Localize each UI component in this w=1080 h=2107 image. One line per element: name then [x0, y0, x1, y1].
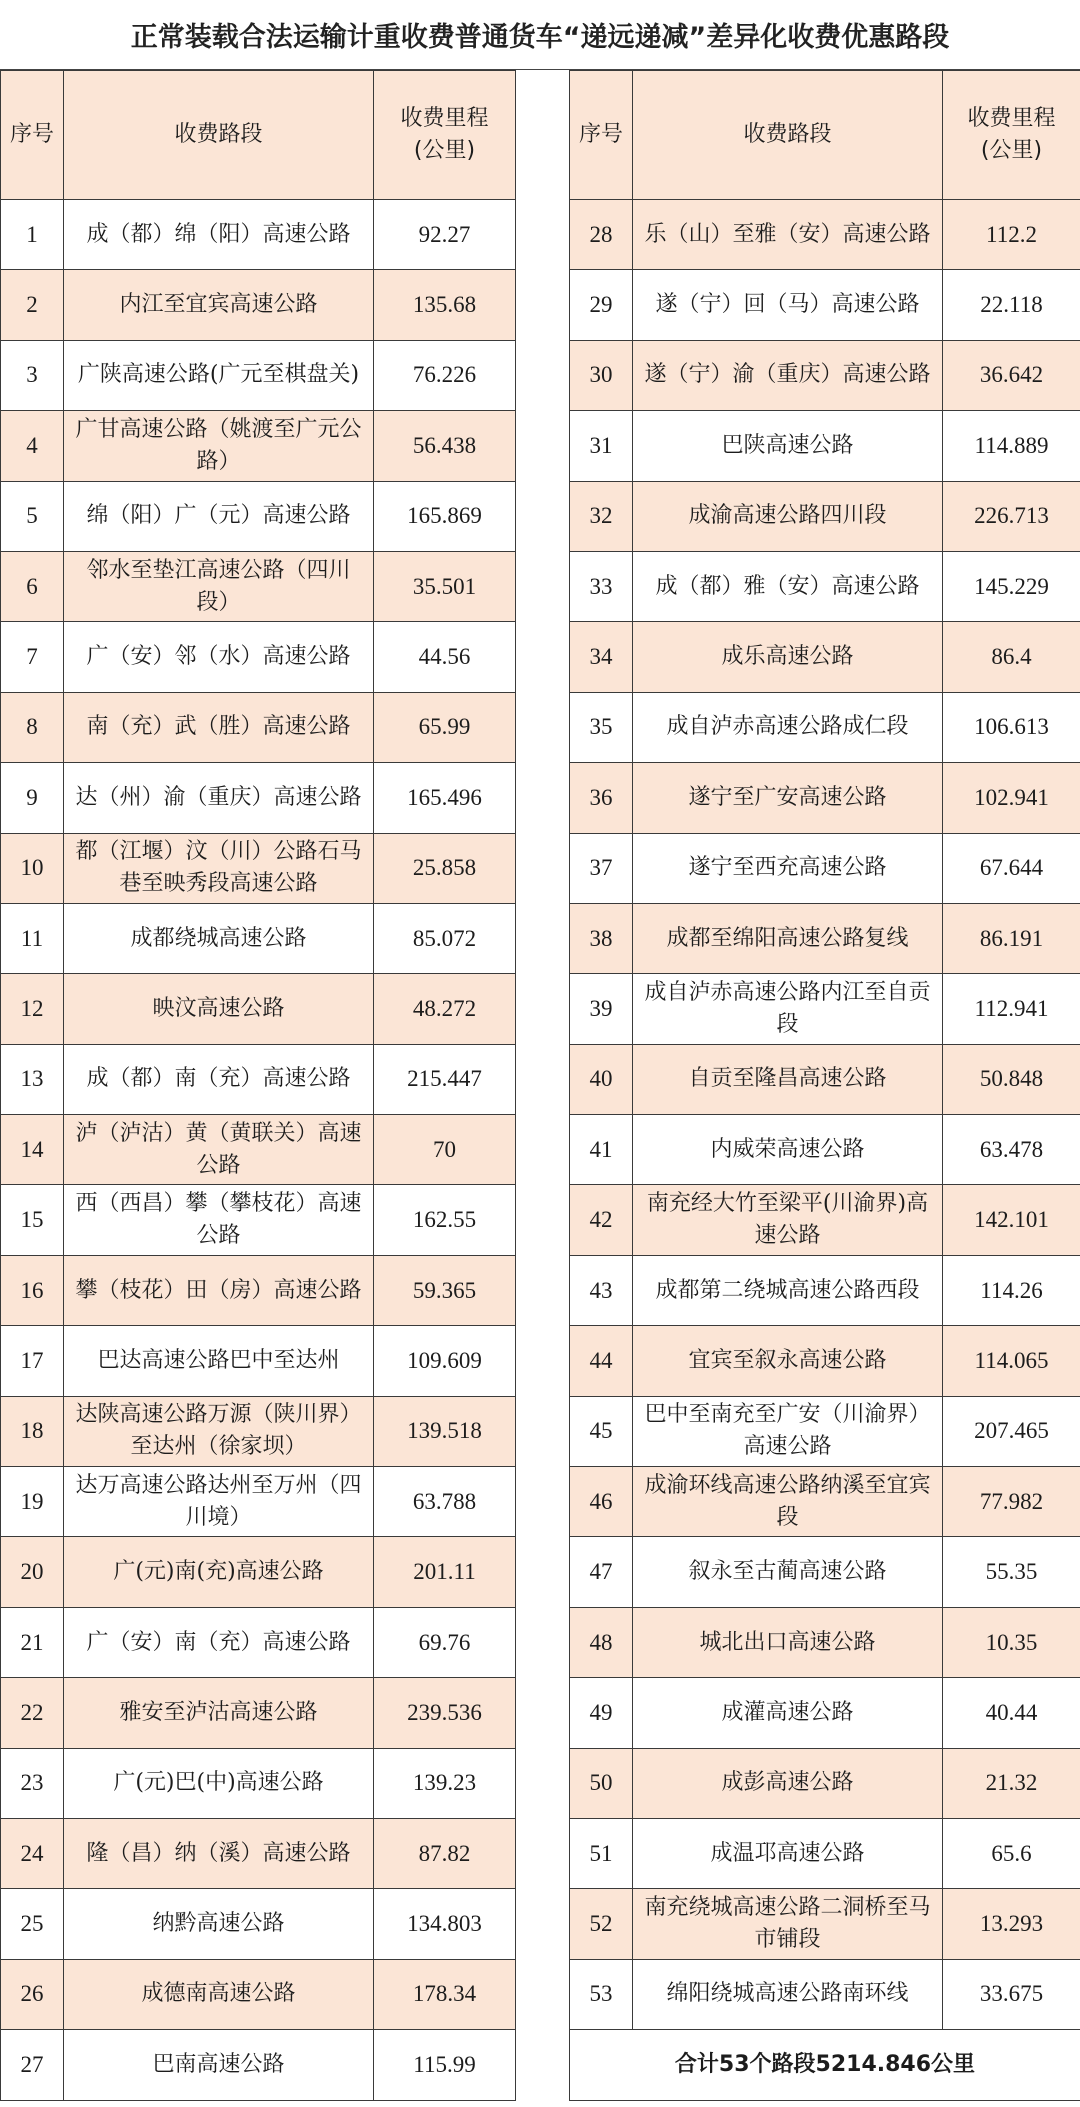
total-row: [570, 2030, 1080, 2100]
row-route: 都（江堰）汶（川）公路石马巷至映秀段高速公路: [64, 833, 374, 903]
header-route: 收费路段: [633, 71, 943, 200]
row-route: 成自泸赤高速公路内江至自贡段: [633, 974, 943, 1044]
row-route: 成都至绵阳高速公路复线: [633, 903, 943, 973]
row-route: 巴陕高速公路: [633, 411, 943, 481]
table-row: [1, 763, 516, 833]
route-table-right: [569, 70, 1080, 2101]
row-km: 106.613: [943, 692, 1080, 762]
table-row: [1, 340, 516, 410]
row-km: 76.226: [374, 340, 516, 410]
row-km: 112.941: [943, 974, 1080, 1044]
table-row: [570, 1185, 1080, 1255]
row-seq: 28: [570, 200, 633, 270]
row-seq: 12: [1, 974, 64, 1044]
row-route: 成彭高速公路: [633, 1748, 943, 1818]
row-seq: 29: [570, 270, 633, 340]
row-km: 65.6: [943, 1818, 1080, 1888]
row-km: 162.55: [374, 1185, 516, 1255]
row-route: 成渝环线高速公路纳溪至宜宾段: [633, 1467, 943, 1537]
row-seq: 11: [1, 903, 64, 973]
row-seq: 19: [1, 1467, 64, 1537]
table-row: [570, 340, 1080, 410]
row-route: 巴达高速公路巴中至达州: [64, 1326, 374, 1396]
row-route: 成灌高速公路: [633, 1678, 943, 1748]
header-km-line2: (公里): [980, 138, 1043, 163]
row-seq: 35: [570, 692, 633, 762]
row-km: 33.675: [943, 1959, 1080, 2029]
row-seq: 13: [1, 1044, 64, 1114]
table-row: [1, 551, 516, 621]
row-km: 13.293: [943, 1889, 1080, 1959]
row-km: 56.438: [374, 411, 516, 481]
table-row: [1, 1678, 516, 1748]
row-km: 67.644: [943, 833, 1080, 903]
row-route: 南充经大竹至梁平(川渝界)高速公路: [633, 1185, 943, 1255]
row-km: 50.848: [943, 1044, 1080, 1114]
row-route: 内威荣高速公路: [633, 1115, 943, 1185]
row-route: 邻水至垫江高速公路（四川段）: [64, 551, 374, 621]
row-route: 广陕高速公路(广元至棋盘关): [64, 340, 374, 410]
row-route: 成（都）绵（阳）高速公路: [64, 200, 374, 270]
row-route: 泸（泸沽）黄（黄联关）高速公路: [64, 1115, 374, 1185]
row-km: 165.496: [374, 763, 516, 833]
table-row: [1, 1748, 516, 1818]
row-seq: 53: [570, 1959, 633, 2029]
row-route: 巴南高速公路: [64, 2030, 374, 2100]
table-row: [570, 1115, 1080, 1185]
row-route: 宜宾至叙永高速公路: [633, 1326, 943, 1396]
row-seq: 50: [570, 1748, 633, 1818]
row-seq: 14: [1, 1115, 64, 1185]
row-seq: 21: [1, 1607, 64, 1677]
row-km: 87.82: [374, 1818, 516, 1888]
header-km: [374, 71, 516, 200]
table-row: [570, 1678, 1080, 1748]
row-seq: 3: [1, 340, 64, 410]
row-seq: 40: [570, 1044, 633, 1114]
row-route: 广甘高速公路（姚渡至广元公路）: [64, 411, 374, 481]
row-km: 77.982: [943, 1467, 1080, 1537]
row-seq: 24: [1, 1818, 64, 1888]
table-row: [1, 622, 516, 692]
table-row: [570, 1818, 1080, 1888]
row-route: 遂（宁）渝（重庆）高速公路: [633, 340, 943, 410]
row-seq: 22: [1, 1678, 64, 1748]
row-km: 201.11: [374, 1537, 516, 1607]
table-row: [570, 200, 1080, 270]
row-route: 广(元)巴(中)高速公路: [64, 1748, 374, 1818]
header-seq: 序号: [570, 71, 633, 200]
row-km: 239.536: [374, 1678, 516, 1748]
row-km: 25.858: [374, 833, 516, 903]
table-row: [570, 692, 1080, 762]
row-seq: 16: [1, 1255, 64, 1325]
row-km: 85.072: [374, 903, 516, 973]
row-seq: 5: [1, 481, 64, 551]
row-route: 达万高速公路达州至万州（四川境）: [64, 1467, 374, 1537]
table-row: [570, 1326, 1080, 1396]
table-row: [570, 903, 1080, 973]
row-km: 112.2: [943, 200, 1080, 270]
table-row: [1, 270, 516, 340]
row-km: 55.35: [943, 1537, 1080, 1607]
row-km: 86.4: [943, 622, 1080, 692]
row-route: 达陕高速公路万源（陕川界）至达州（徐家坝）: [64, 1396, 374, 1466]
row-km: 109.609: [374, 1326, 516, 1396]
row-seq: 43: [570, 1255, 633, 1325]
table-row: [1, 411, 516, 481]
table-row: [1, 200, 516, 270]
row-km: 134.803: [374, 1889, 516, 1959]
row-seq: 9: [1, 763, 64, 833]
row-km: 135.68: [374, 270, 516, 340]
row-route: 南（充）武（胜）高速公路: [64, 692, 374, 762]
row-km: 36.642: [943, 340, 1080, 410]
row-seq: 10: [1, 833, 64, 903]
header-seq: 序号: [1, 71, 64, 200]
row-route: 遂宁至广安高速公路: [633, 763, 943, 833]
row-km: 22.118: [943, 270, 1080, 340]
row-route: 自贡至隆昌高速公路: [633, 1044, 943, 1114]
table-row: [570, 833, 1080, 903]
row-km: 70: [374, 1115, 516, 1185]
total-summary: 合计53个路段5214.846公里: [570, 2030, 1080, 2100]
row-route: 广(元)南(充)高速公路: [64, 1537, 374, 1607]
row-km: 215.447: [374, 1044, 516, 1114]
row-km: 207.465: [943, 1396, 1080, 1466]
row-km: 35.501: [374, 551, 516, 621]
row-route: 隆（昌）纳（溪）高速公路: [64, 1818, 374, 1888]
row-seq: 48: [570, 1607, 633, 1677]
row-seq: 31: [570, 411, 633, 481]
row-seq: 1: [1, 200, 64, 270]
header-km: [943, 71, 1080, 200]
table-row: [1, 1889, 516, 1959]
table-row: [570, 1537, 1080, 1607]
row-km: 226.713: [943, 481, 1080, 551]
row-km: 142.101: [943, 1185, 1080, 1255]
row-km: 59.365: [374, 1255, 516, 1325]
table-row: [1, 481, 516, 551]
row-route: 纳黔高速公路: [64, 1889, 374, 1959]
row-route: 映汶高速公路: [64, 974, 374, 1044]
row-route: 西（西昌）攀（攀枝花）高速公路: [64, 1185, 374, 1255]
table-row: [1, 1326, 516, 1396]
row-route: 成德南高速公路: [64, 1959, 374, 2029]
table-row: [570, 270, 1080, 340]
row-km: 86.191: [943, 903, 1080, 973]
table-row: [1, 692, 516, 762]
table-row: [570, 551, 1080, 621]
row-km: 10.35: [943, 1607, 1080, 1677]
row-seq: 4: [1, 411, 64, 481]
row-seq: 38: [570, 903, 633, 973]
table-row: [570, 1255, 1080, 1325]
table-row: [570, 974, 1080, 1044]
row-seq: 23: [1, 1748, 64, 1818]
row-route: 南充绕城高速公路二洞桥至马市铺段: [633, 1889, 943, 1959]
row-seq: 46: [570, 1467, 633, 1537]
table-row: [1, 1959, 516, 2029]
row-seq: 2: [1, 270, 64, 340]
row-seq: 37: [570, 833, 633, 903]
row-seq: 15: [1, 1185, 64, 1255]
row-seq: 36: [570, 763, 633, 833]
row-seq: 34: [570, 622, 633, 692]
row-km: 102.941: [943, 763, 1080, 833]
row-km: 63.788: [374, 1467, 516, 1537]
row-km: 114.26: [943, 1255, 1080, 1325]
row-route: 遂宁至西充高速公路: [633, 833, 943, 903]
row-seq: 39: [570, 974, 633, 1044]
table-row: [570, 411, 1080, 481]
table-row: [570, 763, 1080, 833]
row-seq: 51: [570, 1818, 633, 1888]
header-km-line2: (公里): [413, 138, 476, 163]
row-route: 成温邛高速公路: [633, 1818, 943, 1888]
row-km: 65.99: [374, 692, 516, 762]
table-row: [570, 1889, 1080, 1959]
row-route: 成渝高速公路四川段: [633, 481, 943, 551]
header-km-line1: 收费里程: [400, 106, 489, 131]
row-km: 92.27: [374, 200, 516, 270]
row-seq: 30: [570, 340, 633, 410]
table-row: [1, 1537, 516, 1607]
row-km: 44.56: [374, 622, 516, 692]
table-row: [570, 1044, 1080, 1114]
table-row: [570, 481, 1080, 551]
table-row: [1, 833, 516, 903]
row-km: 139.23: [374, 1748, 516, 1818]
row-km: 145.229: [943, 551, 1080, 621]
row-km: 69.76: [374, 1607, 516, 1677]
row-seq: 45: [570, 1396, 633, 1466]
table-row: [1, 1396, 516, 1466]
row-seq: 25: [1, 1889, 64, 1959]
row-seq: 33: [570, 551, 633, 621]
table-row: [570, 1607, 1080, 1677]
table-row: [1, 1607, 516, 1677]
row-route: 成都绕城高速公路: [64, 903, 374, 973]
table-row: [1, 1044, 516, 1114]
row-km: 114.889: [943, 411, 1080, 481]
row-route: 攀（枝花）田（房）高速公路: [64, 1255, 374, 1325]
row-km: 48.272: [374, 974, 516, 1044]
row-route: 内江至宜宾高速公路: [64, 270, 374, 340]
row-route: 雅安至泸沽高速公路: [64, 1678, 374, 1748]
table-row: [570, 1748, 1080, 1818]
row-km: 63.478: [943, 1115, 1080, 1185]
row-route: 成乐高速公路: [633, 622, 943, 692]
row-km: 40.44: [943, 1678, 1080, 1748]
table-row: [1, 1255, 516, 1325]
table-row: [1, 1115, 516, 1185]
table-row: [1, 1467, 516, 1537]
row-route: 遂（宁）回（马）高速公路: [633, 270, 943, 340]
table-row: [1, 2030, 516, 2100]
table-row: [1, 1185, 516, 1255]
row-km: 165.869: [374, 481, 516, 551]
row-seq: 27: [1, 2030, 64, 2100]
table-row: [1, 1818, 516, 1888]
row-seq: 7: [1, 622, 64, 692]
row-km: 139.518: [374, 1396, 516, 1466]
row-route: 巴中至南充至广安（川渝界）高速公路: [633, 1396, 943, 1466]
row-seq: 52: [570, 1889, 633, 1959]
table-row: [1, 903, 516, 973]
row-seq: 17: [1, 1326, 64, 1396]
row-route: 绵阳绕城高速公路南环线: [633, 1959, 943, 2029]
row-route: 广（安）南（充）高速公路: [64, 1607, 374, 1677]
table-row: [570, 1396, 1080, 1466]
row-seq: 6: [1, 551, 64, 621]
row-seq: 41: [570, 1115, 633, 1185]
row-route: 叙永至古蔺高速公路: [633, 1537, 943, 1607]
row-seq: 42: [570, 1185, 633, 1255]
header-km-line1: 收费里程: [967, 106, 1056, 131]
table-row: [1, 974, 516, 1044]
row-route: 广（安）邻（水）高速公路: [64, 622, 374, 692]
row-route: 绵（阳）广（元）高速公路: [64, 481, 374, 551]
row-seq: 49: [570, 1678, 633, 1748]
row-route: 成（都）南（充）高速公路: [64, 1044, 374, 1114]
table-header-row: [570, 71, 1080, 200]
table-row: [570, 1959, 1080, 2029]
row-seq: 20: [1, 1537, 64, 1607]
row-route: 成自泸赤高速公路成仁段: [633, 692, 943, 762]
header-route: 收费路段: [64, 71, 374, 200]
row-route: 达（州）渝（重庆）高速公路: [64, 763, 374, 833]
row-seq: 18: [1, 1396, 64, 1466]
table-header-row: [1, 71, 516, 200]
row-seq: 32: [570, 481, 633, 551]
row-route: 成（都）雅（安）高速公路: [633, 551, 943, 621]
route-table-left: [0, 70, 516, 2101]
row-route: 城北出口高速公路: [633, 1607, 943, 1677]
table-row: [570, 622, 1080, 692]
page-title: 正常装载合法运输计重收费普通货车“递远递减”差异化收费优惠路段: [0, 0, 1080, 70]
row-route: 乐（山）至雅（安）高速公路: [633, 200, 943, 270]
row-route: 成都第二绕城高速公路西段: [633, 1255, 943, 1325]
row-km: 178.34: [374, 1959, 516, 2029]
table-row: [570, 1467, 1080, 1537]
row-seq: 44: [570, 1326, 633, 1396]
row-seq: 8: [1, 692, 64, 762]
row-km: 115.99: [374, 2030, 516, 2100]
row-seq: 26: [1, 1959, 64, 2029]
row-seq: 47: [570, 1537, 633, 1607]
row-km: 114.065: [943, 1326, 1080, 1396]
row-km: 21.32: [943, 1748, 1080, 1818]
